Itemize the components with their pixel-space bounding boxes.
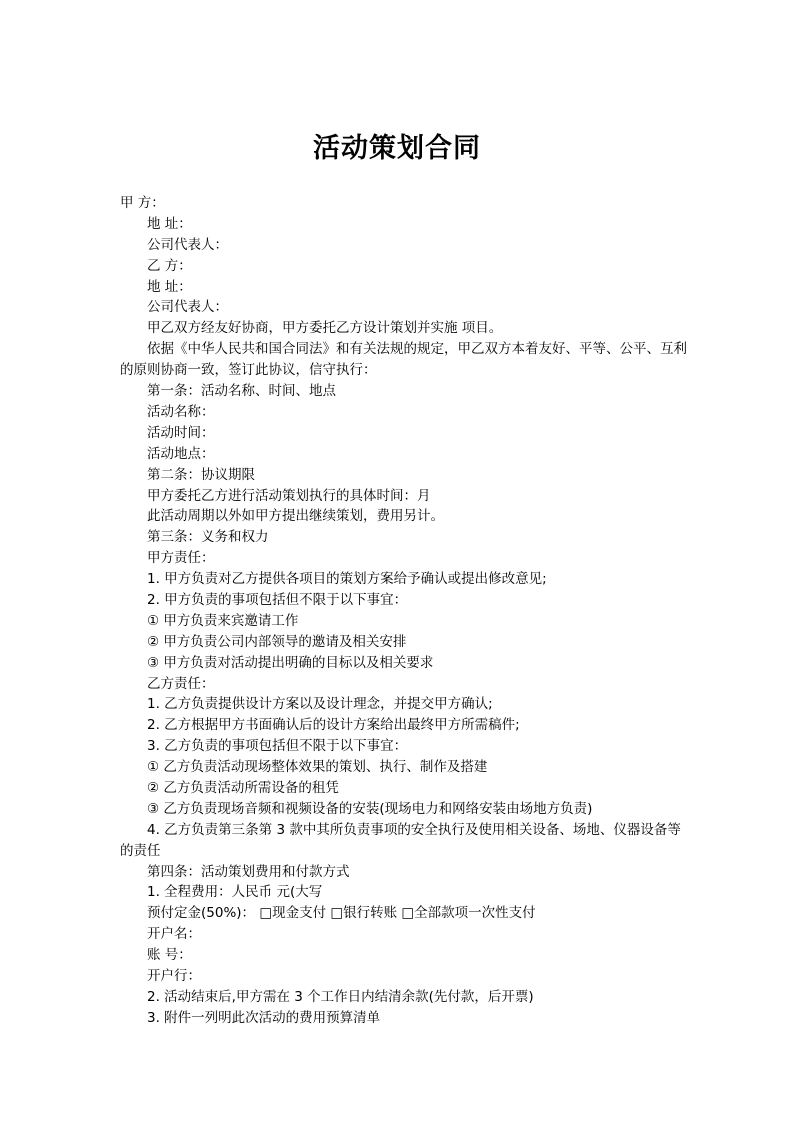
document-title: 活动策划合同 <box>313 133 481 164</box>
party-a-line: 甲 方： <box>120 195 165 211</box>
party-b-representative: 公司代表人： <box>147 299 228 316</box>
account-name: 开户名： <box>147 926 201 943</box>
party-a-item-1: ① 甲方负责来宾邀请工作 <box>147 612 299 629</box>
party-a-item-3: ③ 甲方负责对活动提出明确的目标以及相关要求 <box>147 654 434 671</box>
party-b-duty-4: 4. 乙方负责第三条第 3 款中其所负责事项的安全执行及使用相关设备、场地、仪器设备等的责任 <box>120 821 681 859</box>
party-b-item-2: ② 乙方负责活动所需设备的租凭 <box>147 779 339 796</box>
party-a-duty-2: 2. 甲方负责的事项包括但不限于以下事宜： <box>147 591 408 608</box>
activity-location: 活动地点： <box>147 445 215 462</box>
article-1-heading: 第一条：活动名称、时间、地点 <box>147 383 336 400</box>
term-line: 甲方委托乙方进行活动策划执行的具体时间：月 <box>147 487 431 504</box>
intro-paragraph: 甲乙双方经友好协商，甲方委托乙方设计策划并实施 项目。 <box>147 320 503 337</box>
activity-time: 活动时间： <box>147 424 215 441</box>
deposit-payment-options: 预付定金(50%)： □现金支付 □银行转账 □全部款项一次性支付 <box>147 905 536 922</box>
party-b-item-1: ① 乙方负责活动现场整体效果的策划、执行、制作及搭建 <box>147 759 488 776</box>
party-b-duty-2: 2. 乙方根据甲方书面确认后的设计方案给出最终甲方所需稿件; <box>147 717 520 734</box>
party-b-duty-1: 1. 乙方负责提供设计方案以及设计理念，并提交甲方确认; <box>147 696 493 713</box>
party-b-duty-3: 3. 乙方负责的事项包括但不限于以下事宜： <box>147 738 408 755</box>
party-a-representative: 公司代表人： <box>147 236 228 253</box>
party-b-item-3: ③ 乙方负责现场音频和视频设备的安装(现场电力和网络安装由场地方负责) <box>147 800 593 817</box>
article-3-heading: 第三条：义务和权力 <box>147 529 269 546</box>
party-b-duties-heading: 乙方责任： <box>147 675 215 692</box>
budget-attachment-line: 3. 附件一列明此次活动的费用预算清单 <box>147 1009 381 1026</box>
account-number: 账 号： <box>147 947 192 964</box>
total-fee-line: 1. 全程费用：人民币 元(大写 <box>147 884 323 901</box>
party-a-duties-heading: 甲方责任： <box>147 550 215 567</box>
party-a-address: 地 址： <box>147 215 192 232</box>
document-body <box>120 193 690 1029</box>
party-b-line: 乙 方： <box>147 257 192 274</box>
account-bank: 开户行： <box>147 968 201 985</box>
party-a-duty-1: 1. 甲方负责对乙方提供各项目的策划方案给予确认或提出修改意见; <box>147 571 547 588</box>
article-2-heading: 第二条：协议期限 <box>147 466 255 483</box>
basis-paragraph: 依据《中华人民共和国合同法》和有关法规的规定，甲乙双方本着友好、平等、公平、互利的原则协商一致，签订此协议，信守执行： <box>120 341 687 379</box>
party-a-item-2: ② 甲方负责公司内部领导的邀请及相关安排 <box>147 633 407 650</box>
extra-fee-line: 此活动周期以外如甲方提出继续策划，费用另计。 <box>147 508 444 525</box>
activity-name: 活动名称： <box>147 403 215 420</box>
article-4-heading: 第四条：活动策划费用和付款方式 <box>147 863 350 880</box>
party-b-address: 地 址： <box>147 278 192 295</box>
balance-payment-line: 2. 活动结束后,甲方需在 3 个工作日内结清余款(先付款，后开票) <box>147 988 534 1005</box>
